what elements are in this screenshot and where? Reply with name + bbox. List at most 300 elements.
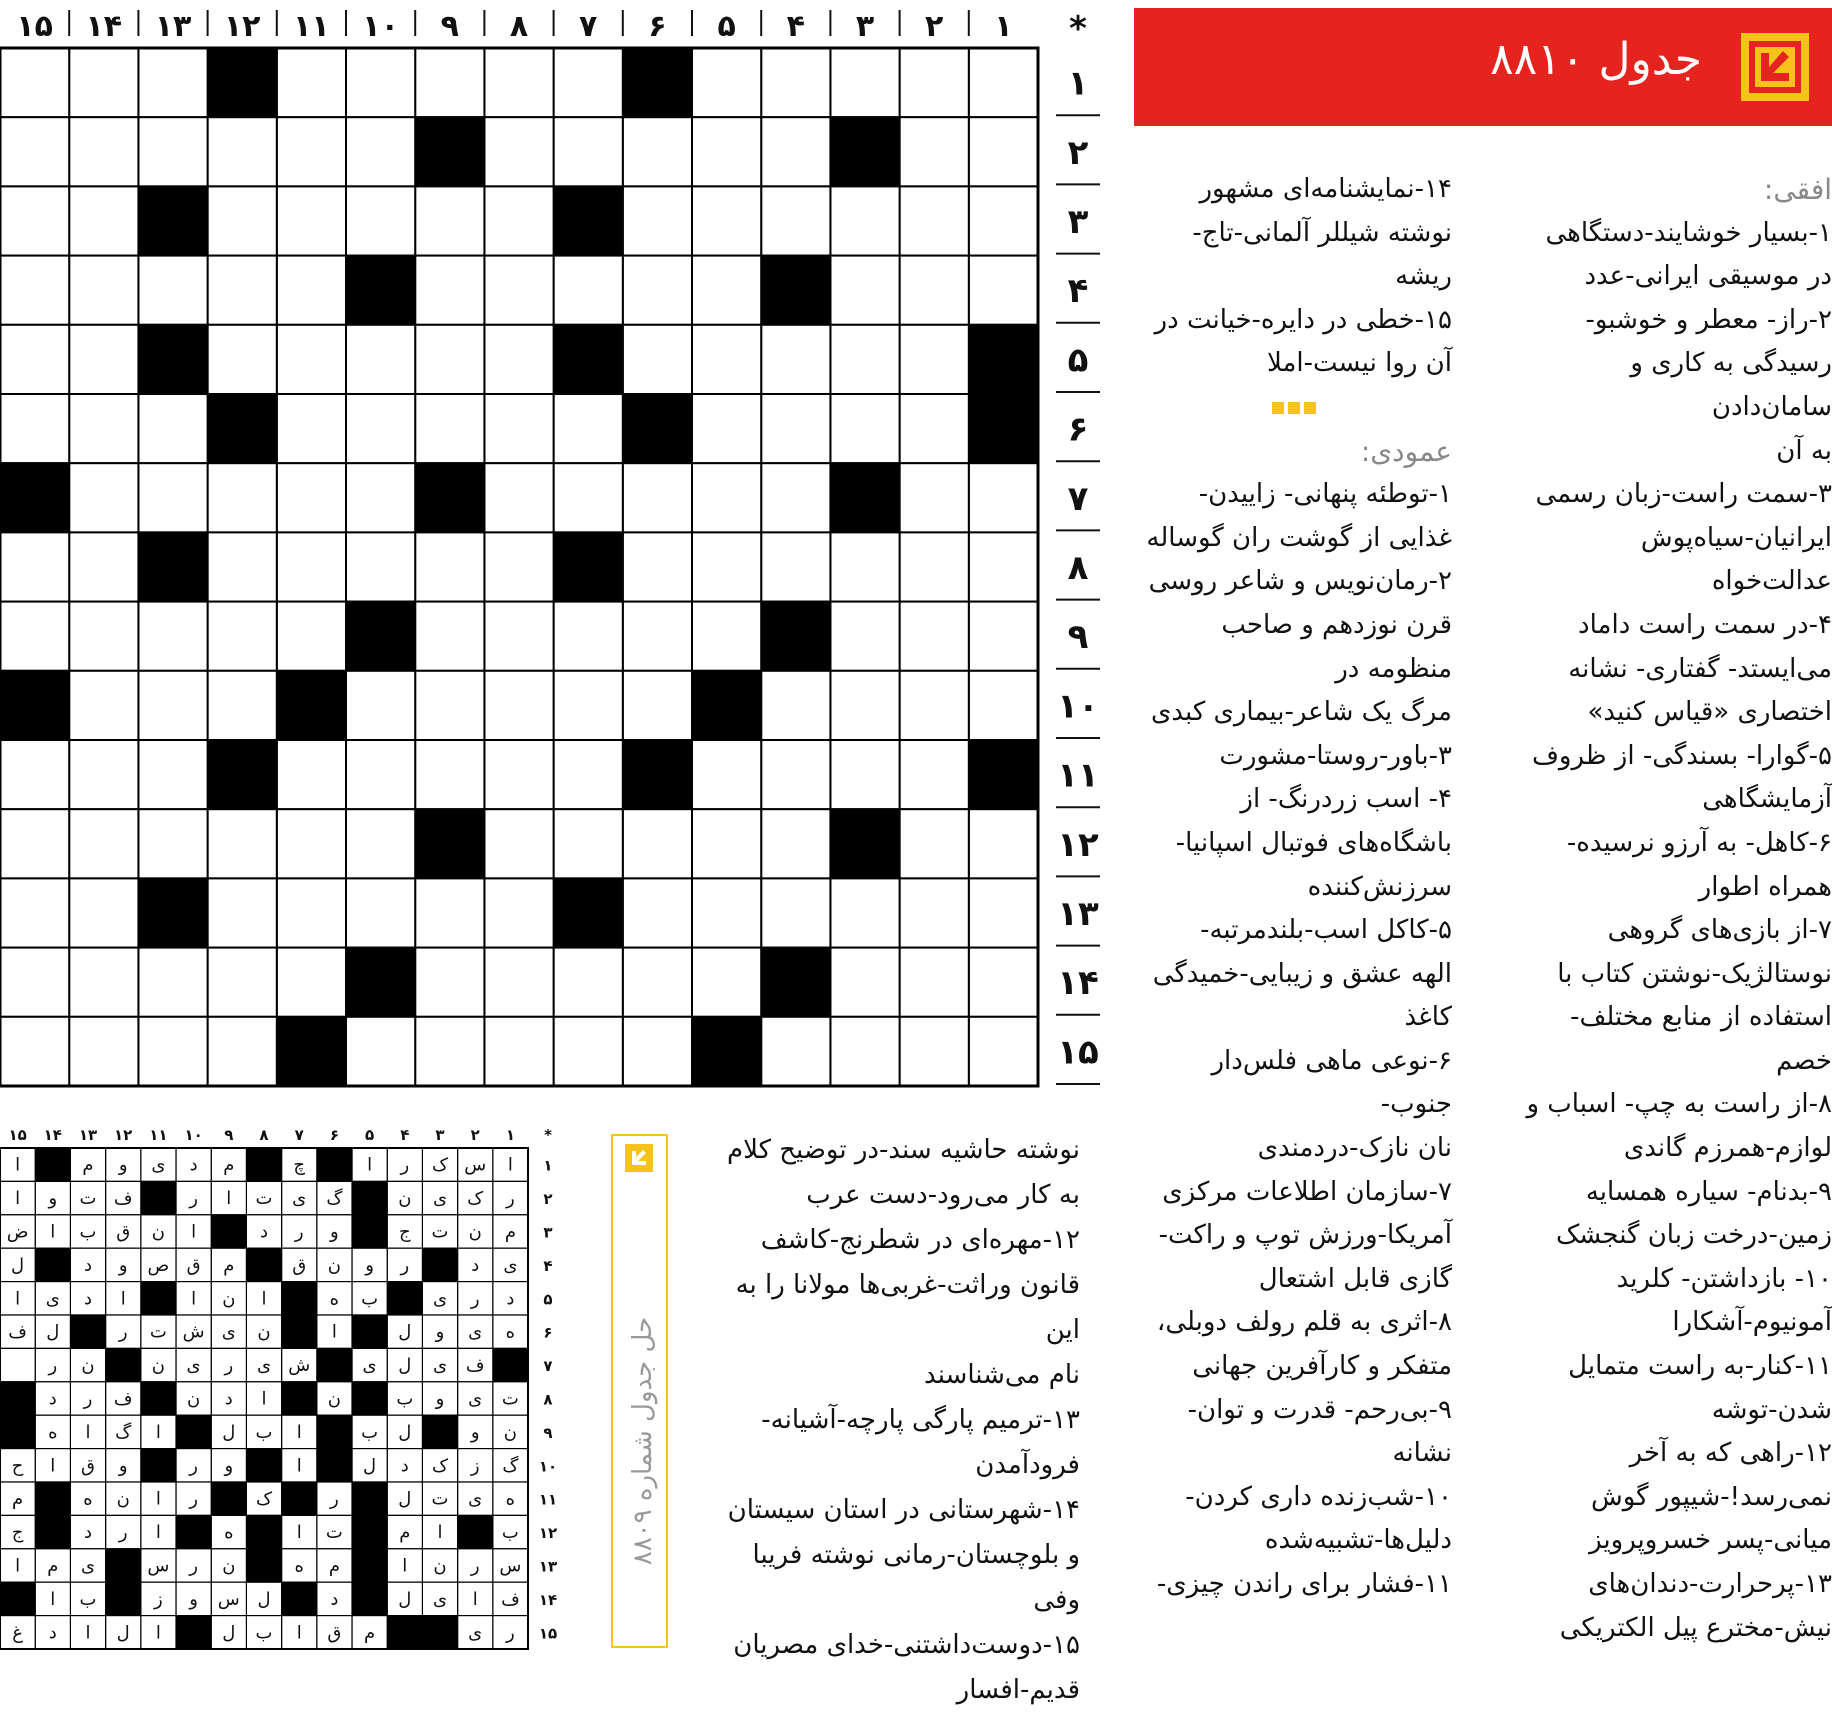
grid-cell[interactable] [900, 117, 969, 186]
clue-line: دلیل‌ها-تشبیه‌شده [1264, 1525, 1452, 1556]
grid-cell[interactable] [830, 1017, 899, 1086]
solution-letter: ت [325, 1522, 343, 1544]
grid-cell[interactable] [969, 1017, 1038, 1086]
grid-cell[interactable] [277, 948, 346, 1017]
clue-line: ۱۳-پرحرارت-دندان‌های [1588, 1569, 1832, 1599]
grid-cell[interactable] [900, 532, 969, 601]
grid-cell[interactable] [69, 602, 138, 671]
grid-cell[interactable] [900, 809, 969, 878]
grid-cell[interactable] [692, 948, 761, 1017]
grid-cell[interactable] [484, 117, 553, 186]
grid-cell[interactable] [692, 878, 761, 947]
grid-cell[interactable] [554, 740, 623, 809]
clue-line: ۶-نوعی ماهی فلس‌دار جنوب- [1211, 1045, 1452, 1120]
clue-line: آن روا نیست-املا [1266, 348, 1452, 379]
grid-cell[interactable] [761, 671, 830, 740]
grid-cell[interactable] [69, 1017, 138, 1086]
grid-cell[interactable] [484, 740, 553, 809]
grid-cell[interactable] [969, 48, 1038, 117]
solution-letter: ا [296, 1455, 302, 1477]
grid-cell[interactable] [554, 948, 623, 1017]
clue-line: زمین-درخت زبان گنجشک [1555, 1220, 1832, 1251]
solution-letter: و [365, 1254, 374, 1276]
grid-cell[interactable] [554, 809, 623, 878]
solution-cell-black [352, 1181, 387, 1214]
grid-cell[interactable] [208, 948, 277, 1017]
solution-letter: د [83, 1522, 93, 1544]
solution-letter: ی [362, 1355, 377, 1377]
grid-cell[interactable] [69, 463, 138, 532]
grid-cell[interactable] [623, 602, 692, 671]
grid-cell[interactable] [969, 117, 1038, 186]
grid-cell[interactable] [277, 325, 346, 394]
solution-letter: گ [326, 1188, 343, 1210]
grid-cell[interactable] [554, 117, 623, 186]
solution-cell-black [352, 1582, 387, 1615]
grid-cell[interactable] [969, 671, 1038, 740]
grid-cell[interactable] [761, 394, 830, 463]
solution-letter: ز [470, 1455, 480, 1477]
grid-cell[interactable] [484, 878, 553, 947]
grid-cell[interactable] [208, 325, 277, 394]
grid-cell[interactable] [415, 186, 484, 255]
solution-letter: ی [186, 1355, 201, 1377]
grid-cell[interactable] [484, 602, 553, 671]
solution-letter: غ [12, 1622, 23, 1644]
grid-cell[interactable] [900, 325, 969, 394]
grid-cell[interactable] [0, 48, 69, 117]
grid-cell[interactable] [900, 948, 969, 1017]
grid-cell[interactable] [484, 809, 553, 878]
grid-cell[interactable] [346, 463, 415, 532]
grid-cell[interactable] [208, 256, 277, 325]
grid-cell[interactable] [623, 256, 692, 325]
grid-cell[interactable] [0, 186, 69, 255]
grid-cell-black [415, 809, 484, 878]
grid-cell[interactable] [138, 117, 207, 186]
grid-cell[interactable] [277, 48, 346, 117]
grid-cell[interactable] [277, 117, 346, 186]
grid-cell[interactable] [761, 809, 830, 878]
solution-letter: و [189, 1588, 198, 1610]
grid-cell[interactable] [761, 117, 830, 186]
grid-cell[interactable] [277, 463, 346, 532]
grid-cell[interactable] [277, 532, 346, 601]
solution-cell-black [0, 1415, 35, 1448]
grid-cell[interactable] [554, 394, 623, 463]
grid-cell-black [969, 325, 1038, 394]
grid-cell[interactable] [346, 809, 415, 878]
grid-cell[interactable] [138, 671, 207, 740]
column-number: ۱۰ [362, 9, 399, 44]
solution-letter: ی [468, 1388, 483, 1410]
grid-cell[interactable] [484, 186, 553, 255]
solution-row-number: ۱۱ [538, 1490, 558, 1509]
grid-cell-black [554, 325, 623, 394]
grid-cell[interactable] [623, 878, 692, 947]
grid-cell[interactable] [415, 394, 484, 463]
grid-cell[interactable] [623, 1017, 692, 1086]
grid-cell[interactable] [623, 117, 692, 186]
clue-line: نوستالژیک-نوشتن کتاب با [1557, 958, 1832, 989]
row-number: ۱۰ [1057, 686, 1099, 727]
grid-cell[interactable] [692, 325, 761, 394]
grid-cell-black [138, 325, 207, 394]
column-number: ۱۳ [154, 9, 192, 44]
grid-cell[interactable] [761, 532, 830, 601]
clue-line: ۹-بدنام- سیاره همسایه [1585, 1176, 1832, 1207]
grid-cell[interactable] [900, 878, 969, 947]
grid-cell[interactable] [969, 256, 1038, 325]
grid-cell[interactable] [900, 671, 969, 740]
solution-letter: ر [506, 1188, 515, 1210]
grid-cell[interactable] [208, 186, 277, 255]
grid-cell[interactable] [0, 809, 69, 878]
solution-cell-black [211, 1215, 246, 1248]
grid-cell[interactable] [692, 394, 761, 463]
row-number: ۱۱ [1057, 755, 1099, 796]
grid-cell[interactable] [900, 256, 969, 325]
grid-cell[interactable] [900, 394, 969, 463]
grid-cell[interactable] [692, 463, 761, 532]
clue-line: شدن-توشه [1711, 1394, 1832, 1425]
solution-letter: ن [151, 1221, 166, 1243]
grid-cell[interactable] [415, 948, 484, 1017]
grid-cell[interactable] [761, 325, 830, 394]
clue-line: مرگ یک شاعر-بیماری کبدی [1151, 697, 1452, 728]
solution-letter: ا [85, 1622, 91, 1644]
column-number: ۳ [855, 9, 875, 44]
solution-letter: ف [113, 1188, 133, 1210]
grid-cell[interactable] [900, 1017, 969, 1086]
grid-cell[interactable] [346, 325, 415, 394]
grid-cell[interactable] [692, 186, 761, 255]
solution-letter: ر [83, 1388, 93, 1410]
grid-cell[interactable] [69, 809, 138, 878]
grid-cell-black [761, 256, 830, 325]
grid-cell[interactable] [346, 532, 415, 601]
grid-cell[interactable] [69, 740, 138, 809]
grid-cell[interactable] [69, 532, 138, 601]
grid-cell[interactable] [0, 532, 69, 601]
grid-cell[interactable] [554, 1017, 623, 1086]
grid-cell[interactable] [208, 532, 277, 601]
grid-cell[interactable] [692, 48, 761, 117]
solution-letter: ی [432, 1588, 448, 1610]
solution-letter: د [506, 1288, 515, 1310]
grid-cell[interactable] [623, 532, 692, 601]
solution-letter: م [223, 1154, 235, 1176]
grid-cell[interactable] [346, 671, 415, 740]
grid-cell[interactable] [900, 740, 969, 809]
grid-cell[interactable] [900, 463, 969, 532]
grid-cell[interactable] [415, 671, 484, 740]
grid-cell[interactable] [69, 186, 138, 255]
grid-cell[interactable] [830, 740, 899, 809]
grid-cell[interactable] [830, 532, 899, 601]
solution-letter: ا [261, 1388, 267, 1410]
grid-cell[interactable] [0, 117, 69, 186]
solution-letter: ل [222, 1421, 236, 1443]
solution-row-number: ۲ [543, 1190, 553, 1209]
solution-cell-black [246, 1248, 281, 1281]
grid-cell[interactable] [484, 48, 553, 117]
grid-cell[interactable] [346, 48, 415, 117]
grid-cell-black [969, 394, 1038, 463]
grid-cell[interactable] [277, 740, 346, 809]
grid-cell[interactable] [484, 463, 553, 532]
grid-cell-black [623, 394, 692, 463]
grid-cell[interactable] [415, 256, 484, 325]
solution-letter: ل [398, 1488, 412, 1510]
solution-letter: ش [182, 1321, 205, 1343]
solution-letter: ح [11, 1455, 24, 1477]
grid-cell[interactable] [0, 602, 69, 671]
grid-cell[interactable] [0, 325, 69, 394]
column-number: ۲ [925, 9, 944, 44]
clue-line: میانی-پسر خسروپرویز [1589, 1525, 1832, 1556]
grid-cell[interactable] [969, 463, 1038, 532]
grid-cell[interactable] [969, 948, 1038, 1017]
grid-cell[interactable] [69, 671, 138, 740]
solution-letter: ک [431, 1455, 449, 1477]
solution-letter: د [48, 1388, 57, 1410]
solution-letter: و [118, 1154, 128, 1176]
grid-cell[interactable] [554, 671, 623, 740]
grid-cell[interactable] [761, 878, 830, 947]
solution-letter: م [12, 1488, 24, 1510]
grid-cell[interactable] [208, 878, 277, 947]
grid-cell[interactable] [692, 117, 761, 186]
grid-cell[interactable] [623, 186, 692, 255]
solution-letter: و [224, 1455, 234, 1477]
grid-cell[interactable] [969, 532, 1038, 601]
grid-cell[interactable] [692, 256, 761, 325]
grid-cell[interactable] [415, 48, 484, 117]
grid-cell[interactable] [830, 186, 899, 255]
grid-cell[interactable] [969, 186, 1038, 255]
grid-cell[interactable] [346, 878, 415, 947]
grid-cell[interactable] [277, 602, 346, 671]
grid-cell[interactable] [692, 602, 761, 671]
grid-cell[interactable] [830, 256, 899, 325]
clue-line: ۱۰- بازداشتن- کلرید [1616, 1263, 1832, 1294]
grid-cell[interactable] [346, 740, 415, 809]
solution-column-number: ۱۳ [78, 1126, 98, 1144]
solution-letter: ا [296, 1522, 302, 1544]
solution-letter: ن [81, 1355, 95, 1377]
middle-clues-column [1136, 168, 1452, 1607]
grid-cell[interactable] [138, 809, 207, 878]
grid-cell[interactable] [208, 602, 277, 671]
grid-cell[interactable] [415, 325, 484, 394]
solution-column-number: ۳ [435, 1126, 445, 1144]
solution-title: حل جدول شماره ۸۸۰۹ [628, 1316, 658, 1566]
grid-cell[interactable] [415, 878, 484, 947]
grid-cell[interactable] [138, 256, 207, 325]
grid-cell-black [208, 48, 277, 117]
grid-cell[interactable] [692, 532, 761, 601]
solution-cell-black [246, 1449, 281, 1482]
grid-cell[interactable] [69, 948, 138, 1017]
grid-cell[interactable] [692, 809, 761, 878]
grid-cell[interactable] [208, 463, 277, 532]
grid-cell[interactable] [138, 1017, 207, 1086]
grid-cell[interactable] [138, 740, 207, 809]
grid-cell[interactable] [830, 671, 899, 740]
solution-column-number: ۶ [329, 1126, 339, 1144]
grid-cell[interactable] [415, 1017, 484, 1086]
grid-cell[interactable] [692, 740, 761, 809]
solution-letter: و [330, 1221, 339, 1243]
grid-cell[interactable] [623, 325, 692, 394]
grid-cell[interactable] [830, 48, 899, 117]
grid-cell[interactable] [830, 602, 899, 671]
clue-line: استفاده از منابع مختلف-خصم [1570, 1002, 1832, 1076]
grid-cell[interactable] [554, 602, 623, 671]
grid-cell[interactable] [277, 394, 346, 463]
row-number: ۹ [1067, 617, 1089, 658]
grid-cell-black [554, 878, 623, 947]
grid-cell[interactable] [484, 532, 553, 601]
grid-cell[interactable] [138, 602, 207, 671]
grid-cell[interactable] [0, 394, 69, 463]
grid-cell[interactable] [761, 740, 830, 809]
grid-cell[interactable] [900, 48, 969, 117]
solution-letter: ا [15, 1288, 21, 1310]
grid-cell[interactable] [277, 809, 346, 878]
solution-letter: م [223, 1254, 235, 1276]
grid-cell[interactable] [830, 878, 899, 947]
grid-cell[interactable] [277, 256, 346, 325]
grid-cell-black [554, 186, 623, 255]
grid-cell[interactable] [969, 878, 1038, 947]
grid-cell[interactable] [554, 256, 623, 325]
grid-cell[interactable] [346, 1017, 415, 1086]
grid-cell[interactable] [761, 48, 830, 117]
solution-cell-black [282, 1482, 317, 1515]
grid-cell[interactable] [69, 256, 138, 325]
grid-cell[interactable] [69, 878, 138, 947]
grid-cell[interactable] [138, 948, 207, 1017]
grid-cell[interactable] [623, 948, 692, 1017]
grid-cell[interactable] [484, 948, 553, 1017]
grid-cell[interactable] [208, 117, 277, 186]
grid-cell[interactable] [208, 1017, 277, 1086]
grid-cell[interactable] [554, 48, 623, 117]
grid-cell[interactable] [415, 532, 484, 601]
solution-column-number: ۸ [259, 1126, 269, 1144]
clue-line: ریشه [1395, 261, 1452, 292]
clue-line: و بلوچستان-رمانی نوشته فریبا وفی [752, 1540, 1080, 1615]
clue-line: نشانه [1392, 1438, 1452, 1469]
solution-letter: ت [501, 1388, 519, 1410]
solution-letter: ت [79, 1188, 97, 1210]
clue-line: اختصاری «قیاس کنید» [1587, 697, 1832, 728]
solution-column-number: ۱۲ [114, 1126, 133, 1144]
grid-cell[interactable] [830, 394, 899, 463]
clue-line: گازی قابل اشتعال [1258, 1263, 1452, 1294]
solution-letter: ا [50, 1221, 56, 1243]
grid-cell[interactable] [138, 394, 207, 463]
grid-cell[interactable] [346, 186, 415, 255]
grid-cell[interactable] [969, 602, 1038, 671]
grid-cell[interactable] [484, 1017, 553, 1086]
clue-line: نوشته حاشیه سند-در توضیح کلام [726, 1135, 1080, 1165]
grid-cell[interactable] [484, 394, 553, 463]
grid-cell[interactable] [969, 809, 1038, 878]
row-number: ۱۵ [1057, 1032, 1099, 1073]
grid-cell[interactable] [484, 325, 553, 394]
solution-letter: ل [11, 1254, 25, 1276]
grid-cell[interactable] [830, 948, 899, 1017]
grid-cell[interactable] [623, 809, 692, 878]
grid-cell[interactable] [69, 117, 138, 186]
grid-cell[interactable] [346, 117, 415, 186]
clue-line: فرودآمدن [975, 1450, 1080, 1480]
grid-cell[interactable] [761, 186, 830, 255]
solution-row-number: ۱۵ [538, 1624, 558, 1643]
grid-cell[interactable] [484, 671, 553, 740]
grid-cell[interactable] [761, 1017, 830, 1086]
grid-cell[interactable] [900, 186, 969, 255]
solution-letter: م [504, 1221, 516, 1243]
solution-cell-black [422, 1248, 457, 1281]
grid-cell[interactable] [208, 671, 277, 740]
grid-cell-black [346, 256, 415, 325]
grid-cell[interactable] [69, 48, 138, 117]
grid-cell[interactable] [415, 740, 484, 809]
grid-cell[interactable] [208, 809, 277, 878]
solution-letter: و [118, 1455, 128, 1477]
grid-cell[interactable] [138, 463, 207, 532]
grid-cell[interactable] [623, 463, 692, 532]
grid-cell[interactable] [0, 878, 69, 947]
grid-cell[interactable] [346, 394, 415, 463]
solution-letter: ب [255, 1421, 273, 1443]
grid-cell[interactable] [554, 463, 623, 532]
solution-letter: ت [255, 1188, 273, 1210]
grid-cell[interactable] [830, 325, 899, 394]
row-number: ۲ [1067, 132, 1089, 173]
solution-letter: ا [472, 1588, 478, 1610]
grid-cell[interactable] [0, 256, 69, 325]
solution-column-number: ۱۵ [8, 1126, 27, 1144]
clue-line: آمونیوم-آشکارا [1672, 1307, 1832, 1338]
grid-cell[interactable] [415, 602, 484, 671]
grid-cell[interactable] [138, 48, 207, 117]
grid-cell[interactable] [69, 394, 138, 463]
solution-letter: ف [113, 1388, 133, 1410]
solution-letter: ف [465, 1355, 485, 1377]
solution-letter: ا [15, 1555, 21, 1577]
grid-cell[interactable] [484, 256, 553, 325]
grid-cell[interactable] [69, 325, 138, 394]
grid-cell[interactable] [623, 671, 692, 740]
solution-cell-black [246, 1549, 281, 1582]
grid-cell[interactable] [0, 740, 69, 809]
solution-cell-black [352, 1515, 387, 1548]
grid-cell[interactable] [277, 878, 346, 947]
grid-cell[interactable] [900, 602, 969, 671]
grid-cell[interactable] [277, 186, 346, 255]
row-number: ۸ [1067, 548, 1089, 588]
grid-cell[interactable] [0, 1017, 69, 1086]
clue-line: متفکر و کارآفرین جهانی [1192, 1351, 1452, 1382]
grid-cell[interactable] [0, 948, 69, 1017]
grid-cell[interactable] [761, 463, 830, 532]
solution-column-number: ۵ [365, 1126, 375, 1144]
